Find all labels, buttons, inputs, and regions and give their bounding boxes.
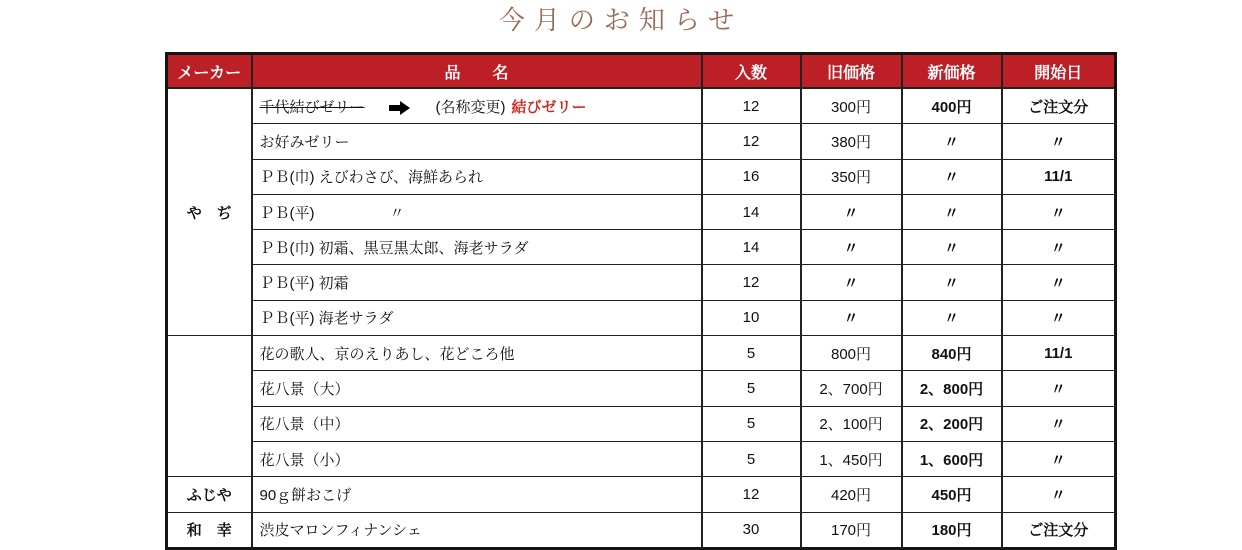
quantity-cell: 12	[702, 124, 801, 159]
quantity-cell: 12	[702, 265, 801, 300]
new-price-cell: 〃	[902, 159, 1002, 194]
quantity-cell: 12	[702, 88, 801, 124]
quantity-cell: 14	[702, 194, 801, 229]
new-price-cell: 180円	[902, 512, 1002, 548]
new-price-cell: 〃	[902, 124, 1002, 159]
new-price-cell: 〃	[902, 300, 1002, 335]
old-price-cell: 2、700円	[801, 371, 902, 406]
product-name-cell: 渋皮マロンフィナンシェ	[252, 512, 702, 548]
start-date-cell: ご注文分	[1002, 88, 1116, 124]
start-date-cell: 〃	[1002, 194, 1116, 229]
start-date-cell: 〃	[1002, 124, 1116, 159]
table-row	[167, 230, 1116, 265]
start-date-cell: 〃	[1002, 300, 1116, 335]
product-name-cell: 花八景（大）	[252, 371, 702, 406]
start-date-cell: 〃	[1002, 265, 1116, 300]
old-price-cell: 300円	[801, 88, 902, 124]
maker-cell	[167, 336, 252, 477]
old-product-name: 千代結びゼリー	[259, 98, 365, 116]
table-row	[167, 406, 1116, 441]
product-name-cell: 花八景（小）	[252, 441, 702, 476]
new-price-cell: 2、200円	[902, 406, 1002, 441]
header-maker: メーカー	[167, 54, 252, 89]
old-price-cell: 〃	[801, 194, 902, 229]
quantity-cell: 5	[702, 371, 801, 406]
old-price-cell: 380円	[801, 124, 902, 159]
notice-table	[165, 52, 1117, 550]
start-date-cell: ご注文分	[1002, 512, 1116, 548]
new-price-cell: 1、600円	[902, 441, 1002, 476]
product-name-cell: ＰＢ(平) 〃	[252, 194, 702, 229]
old-price-cell: 1、450円	[801, 441, 902, 476]
product-name-cell	[252, 88, 702, 124]
quantity-cell: 5	[702, 336, 801, 371]
table-row	[167, 265, 1116, 300]
old-price-cell: 2、100円	[801, 406, 902, 441]
old-price-cell: 350円	[801, 159, 902, 194]
header-quantity: 入数	[702, 54, 801, 89]
new-price-cell: 400円	[902, 88, 1002, 124]
old-price-cell: 〃	[801, 265, 902, 300]
start-date-cell: 〃	[1002, 441, 1116, 476]
table-row	[167, 477, 1116, 512]
header-start-date: 開始日	[1002, 54, 1116, 89]
old-price-cell: 〃	[801, 230, 902, 265]
monthly-notice-title: 今月のお知らせ	[498, 6, 744, 36]
old-price-cell: 170円	[801, 512, 902, 548]
new-price-cell: 450円	[902, 477, 1002, 512]
new-price-cell: 〃	[902, 265, 1002, 300]
old-price-cell: 800円	[801, 336, 902, 371]
start-date-cell: 11/1	[1002, 336, 1116, 371]
table-row	[167, 88, 1116, 124]
header-old-price: 旧価格	[801, 54, 902, 89]
new-price-cell: 〃	[902, 230, 1002, 265]
product-name-cell: 90ｇ餅おこげ	[252, 477, 702, 512]
maker-cell: 和 幸	[167, 512, 252, 548]
header-product-name: 品 名	[252, 54, 702, 89]
product-name-cell: ＰＢ(巾) 初霜、黒豆黒太郎、海老サラダ	[252, 230, 702, 265]
start-date-cell: 〃	[1002, 371, 1116, 406]
header-row	[167, 54, 1116, 89]
new-product-name: 結びゼリー	[511, 98, 587, 116]
product-name-cell: ＰＢ(平) 初霜	[252, 265, 702, 300]
table-row	[167, 300, 1116, 335]
start-date-cell: 〃	[1002, 230, 1116, 265]
new-price-cell: 840円	[902, 336, 1002, 371]
quantity-cell: 5	[702, 406, 801, 441]
new-price-cell: 〃	[902, 194, 1002, 229]
table-row	[167, 371, 1116, 406]
table-row	[167, 441, 1116, 476]
maker-cell: や ぢ	[167, 88, 252, 336]
start-date-cell: 〃	[1002, 477, 1116, 512]
quantity-cell: 14	[702, 230, 801, 265]
old-price-cell: 420円	[801, 477, 902, 512]
quantity-cell: 30	[702, 512, 801, 548]
product-name-cell: ＰＢ(平) 海老サラダ	[252, 300, 702, 335]
new-price-cell: 2、800円	[902, 371, 1002, 406]
quantity-cell: 5	[702, 441, 801, 476]
product-name-cell: お好みゼリー	[252, 124, 702, 159]
table-row	[167, 194, 1116, 229]
rename-note: (名称変更)	[435, 98, 506, 116]
right-arrow-icon	[389, 101, 410, 115]
quantity-cell: 16	[702, 159, 801, 194]
product-name-cell: 花の歌人、京のえりあし、花どころ他	[252, 336, 702, 371]
table-row	[167, 159, 1116, 194]
start-date-cell: 〃	[1002, 406, 1116, 441]
table-row	[167, 124, 1116, 159]
product-name-cell: 花八景（中）	[252, 406, 702, 441]
maker-cell: ふじや	[167, 477, 252, 512]
start-date-cell: 11/1	[1002, 159, 1116, 194]
quantity-cell: 10	[702, 300, 801, 335]
table-row	[167, 336, 1116, 371]
old-price-cell: 〃	[801, 300, 902, 335]
header-new-price: 新価格	[902, 54, 1002, 89]
product-name-cell: ＰＢ(巾) えびわさび、海鮮あられ	[252, 159, 702, 194]
quantity-cell: 12	[702, 477, 801, 512]
